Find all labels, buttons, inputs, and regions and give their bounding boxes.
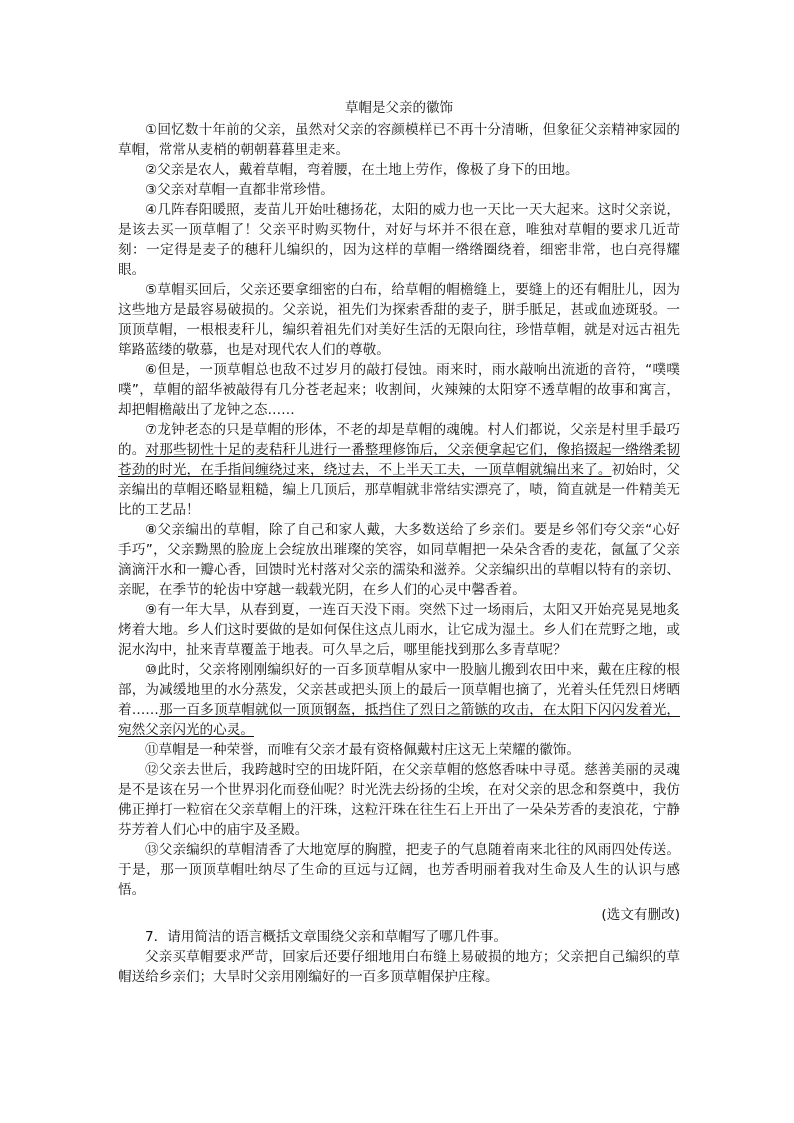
article-title: 草帽是父亲的徽饰 [345, 100, 453, 116]
paragraph-10-text: ⑩此时，父亲将刚刚编织好的一百多顶草帽从家中一股脑儿搬到农田中来，戴在庄稼的根部，为减缓地里的水分蒸发，父亲甚或把头顶上的最后一顶草帽也摘了，光着头任凭烈日烤晒着…… [118, 662, 680, 718]
underlined-sentence-10: 那一百多顶草帽就似一顶顶钢盔，抵挡住了烈日之箭镞的攻击，在太阳下闪闪发着光，宛然父亲闪光的心灵。 [118, 702, 681, 738]
paragraph-10 [118, 660, 680, 740]
underlined-sentence-7: 对那些韧性十足的麦秸秆儿进行一番整理修饰后，父亲便拿起它们，像掐掇起一绺绺柔韧苍劲的时光，在手指间缠绕过来，绕过去，不上半天工夫，一顶草帽就编出来了。 [118, 442, 680, 478]
paragraph-9: ⑨有一年大旱，从春到夏，一连百天没下雨。突然下过一场雨后，太阳又开始亮晃晃地炙烤着大地。乡人们这时要做的是如何保住这点儿雨水，让它成为湿土。乡人们在荒野之地，或泥水沟中，扯来青草覆盖于地表。可久旱之后，哪里能找到那么多青草呢？ [118, 602, 680, 658]
paragraph-1: ①回忆数十年前的父亲，虽然对父亲的容颜模样已不再十分清晰，但象征父亲精神家园的草帽，常常从麦梢的朝朝暮暮里走来。 [118, 122, 680, 158]
paragraph-4: ④几阵春阳暖照，麦苗儿开始吐穗扬花，太阳的威力也一天比一天大起来。这时父亲说，是该去买一顶草帽了！父亲平时购买物什，对好与坏并不很在意，唯独对草帽的要求几近苛刻：一定得是麦子的穗秆儿编织的，因为这样的草帽一绺绺圈绕着，细密非常，也白亮得耀眼。 [118, 202, 680, 278]
paragraph-5: ⑤草帽买回后，父亲还要拿细密的白布，给草帽的帽檐缝上，要缝上的还有帽肚儿，因为这些地方是最容易破损的。父亲说，祖先们为探索香甜的麦子，胼手胝足，甚或血迹斑驳。一顶顶草帽，一根根麦秆儿，编织着祖先们对美好生活的无限向往，珍惜草帽，就是对远古祖先筚路蓝缕的敬慕，也是对现代农人们的尊敬。 [118, 282, 680, 358]
paragraph-11: ⑪草帽是一种荣誉，而唯有父亲才最有资格佩戴村庄这无上荣耀的徽饰。 [145, 742, 580, 758]
paragraph-7-text-end: 初始时，父亲编出的草帽还略显粗糙，编上几顶后，那草帽就非常结实漂亮了，啧，简直就是一件精美无比的工艺品！ [118, 462, 680, 518]
paragraph-12: ⑫父亲去世后，我跨越时空的田垅阡陌，在父亲草帽的悠悠香味中寻觅。慈善美丽的灵魂是不是该在另一个世界羽化而登仙呢？时光洗去纷扬的尘埃，在对父亲的思念和祭奠中，我仿佛正掸打一粒宿在父亲草帽上的汗珠，这粒汗珠在往生石上开出了一朵朵芳香的麦浪花，宁静芬芳着人们心中的庙宇及圣殿。 [118, 762, 680, 838]
question-7: 7．请用简洁的语言概括文章围绕父亲和草帽写了哪几件事。 [145, 929, 508, 945]
paragraph-13: ⑬父亲编织的草帽清香了大地宽厚的胸膛，把麦子的气息随着南来北往的风雨四处传送。于是，那一顶顶草帽吐纳尽了生命的亘远与辽阔，也芳香明丽着我对生命及人生的认识与感悟。 [118, 842, 680, 898]
paragraph-2: ②父亲是农人，戴着草帽，弯着腰，在土地上劳作，像极了身下的田地。 [145, 162, 579, 178]
source-note: (选文有删改) [601, 907, 680, 923]
paragraph-8: ⑧父亲编出的草帽，除了自己和家人戴，大多数送给了乡亲们。要是乡邻们夸父亲“心好手巧”，父亲黝黑的脸庞上会绽放出璀璨的笑容，如同草帽把一朵朵含香的麦花，氤氲了父亲滴滴汗水和一瓣心香，回馈时光村落对父亲的濡染和滋养。父亲编织出的草帽以特有的亲切、亲昵，在季节的轮齿中穿越一载载光阴，在乡人们的心灵中馨香着。 [118, 522, 680, 598]
paragraph-7 [118, 420, 680, 520]
answer-7: 父亲买草帽要求严苛，回家后还要仔细地用白布缝上易破损的地方；父亲把自己编织的草帽送给乡亲们；大旱时父亲用刚编好的一百多顶草帽保护庄稼。 [118, 949, 680, 985]
paragraph-6: ⑥但是，一顶草帽总也敌不过岁月的敲打侵蚀。雨来时，雨水敲响出流逝的音符，“噗噗噗”，草帽的韶华被敲得有几分苍老起来；收割间，火辣辣的太阳穿不透草帽的故事和寓言，却把帽檐敲出了龙钟之态…… [118, 362, 680, 418]
paragraph-7-text: ⑦龙钟老态的只是草帽的形体，不老的却是草帽的魂魄。村人们都说，父亲是村里手最巧的。 [118, 422, 680, 458]
paragraph-3: ③父亲对草帽一直都非常珍惜。 [145, 182, 334, 198]
document-body [118, 98, 680, 987]
